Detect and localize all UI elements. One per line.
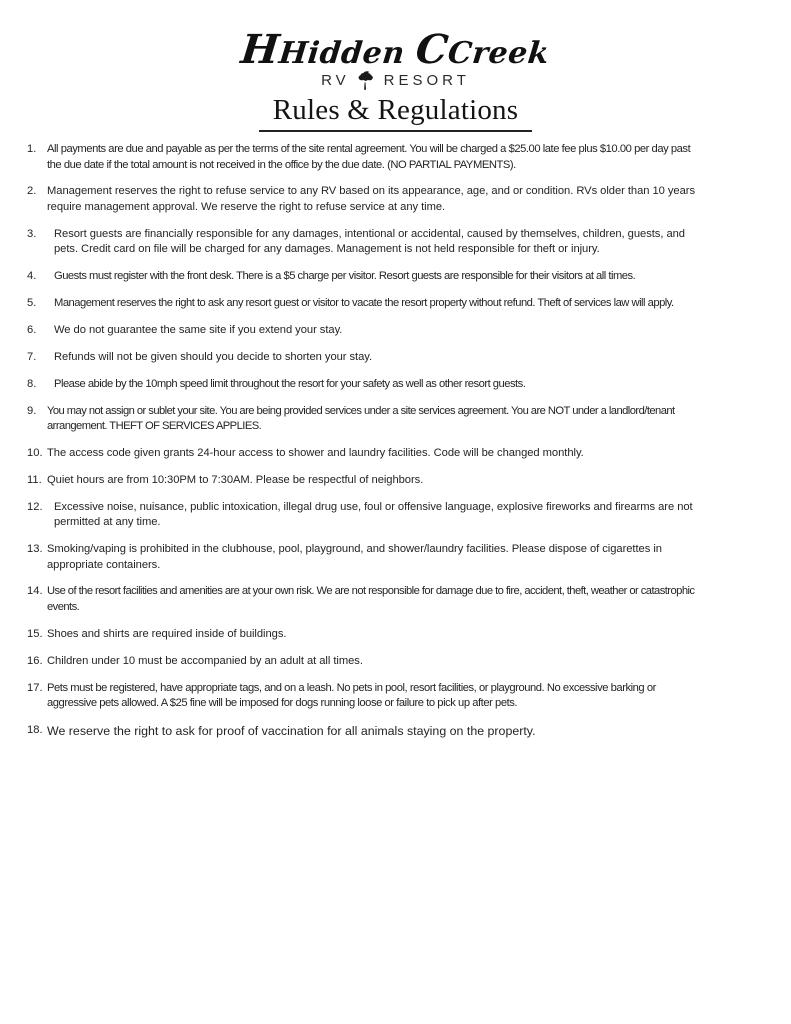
rule-text: Use of the resort facilities and amenities are at your own risk. We are not responsible for damage due to fire, accident, theft, weather or catastrophic events. bbox=[47, 585, 695, 614]
rule-item-2 bbox=[27, 184, 703, 215]
rule-item-18 bbox=[27, 723, 703, 741]
rule-item-6 bbox=[27, 323, 703, 339]
rule-item-11 bbox=[27, 473, 703, 489]
rule-item-16 bbox=[27, 654, 703, 670]
rule-number: 8. bbox=[27, 377, 37, 390]
rule-item-15 bbox=[27, 627, 703, 643]
rule-number: 9. bbox=[27, 404, 37, 417]
rule-number: 11. bbox=[27, 473, 42, 486]
rule-number: 16. bbox=[27, 654, 43, 667]
logo-resort-label: RESORT bbox=[383, 71, 470, 89]
rule-number: 7. bbox=[27, 350, 37, 363]
rule-number: 2. bbox=[27, 185, 37, 198]
rule-number: 15. bbox=[27, 627, 43, 640]
rule-text: Resort guests are financially responsible for any damages, intentional or accidental, caused by themselves, children, guests, and pets. Credit card on file will be charged for any damages. Management is not held responsible for theft or injury. bbox=[54, 227, 685, 256]
rule-number: 10. bbox=[27, 446, 43, 459]
rule-item-8 bbox=[27, 377, 703, 393]
logo-script-first: Hidden bbox=[277, 36, 407, 71]
rule-number: 12. bbox=[27, 500, 43, 513]
rule-item-7 bbox=[27, 350, 703, 366]
rule-text: Guests must register with the front desk. There is a $5 charge per visitor. Resort guests are responsible for their visitors at all times. bbox=[54, 270, 636, 283]
resort-logo bbox=[239, 26, 552, 90]
rule-text: Management reserves the right to ask any resort guest or visitor to vacate the resort property without refund. Theft of services law will apply. bbox=[54, 296, 674, 309]
rule-text: We reserve the right to ask for proof of vaccination for all animals staying on the property. bbox=[47, 723, 536, 738]
rule-text: Refunds will not be given should you decide to shorten your stay. bbox=[54, 350, 373, 363]
rule-text: All payments are due and payable as per the terms of the site rental agreement. You will be charged a $25.00 late fee plus $10.00 per day past the due date if the total amount is not received in the office by the due date. (NO PARTIAL PAYMENTS). bbox=[47, 143, 691, 171]
rule-item-13 bbox=[27, 542, 703, 573]
page-title: Rules & Regulations bbox=[259, 94, 532, 132]
rule-number: 6. bbox=[27, 323, 37, 336]
rule-number: 17. bbox=[27, 681, 43, 694]
rule-text: Children under 10 must be accompanied by an adult at all times. bbox=[47, 654, 363, 667]
rule-item-1 bbox=[27, 142, 703, 173]
rule-text: Smoking/vaping is prohibited in the clubhouse, pool, playground, and shower/laundry facilities. Please dispose of cigarettes in appropriate containers. bbox=[47, 543, 662, 571]
rule-text: Please abide by the 10mph speed limit throughout the resort for your safety as well as other resort guests. bbox=[54, 377, 526, 390]
tree-icon bbox=[357, 70, 377, 90]
rule-item-3 bbox=[27, 227, 703, 258]
rule-text: Excessive noise, nuisance, public intoxication, illegal drug use, foul or offensive language, explosive fireworks and firearms are not permitted at any time. bbox=[54, 500, 693, 529]
rule-item-10 bbox=[27, 446, 703, 462]
rule-text: You may not assign or sublet your site. You are being provided services under a site services agreement. You are NOT under a landlord/tenant arrangement. THEFT OF SERVICES APPLIES. bbox=[47, 404, 675, 433]
rule-item-17 bbox=[27, 681, 703, 712]
rule-text: The access code given grants 24-hour access to shower and laundry facilities. Code will be changed monthly. bbox=[47, 446, 584, 459]
rule-text: Management reserves the right to refuse service to any RV based on its appearance, age, and or condition. RVs older than 10 years require management approval. We reserve the right to refuse service at any time. bbox=[47, 185, 695, 214]
rule-number: 3. bbox=[27, 227, 37, 240]
rule-item-9 bbox=[27, 404, 703, 435]
rule-text: Pets must be registered, have appropriate tags, and on a leash. No pets in pool, resort facilities, or playground. No excessive barking or aggressive pets allowed. A $25 fine will be imposed for dogs running loose or failure to pick up after pets. bbox=[47, 681, 656, 710]
rule-number: 4. bbox=[27, 270, 37, 283]
logo-subtitle bbox=[241, 70, 549, 90]
rule-number: 13. bbox=[27, 543, 43, 556]
rule-number: 18. bbox=[27, 723, 43, 736]
rule-item-4 bbox=[27, 269, 703, 285]
logo-script-second: Creek bbox=[446, 36, 552, 71]
rule-item-5 bbox=[27, 296, 703, 312]
document-header bbox=[0, 0, 791, 132]
rule-item-12 bbox=[27, 500, 703, 531]
rule-number: 14. bbox=[27, 585, 43, 598]
logo-script-text: HHidden CCreek bbox=[239, 26, 552, 73]
logo-rv-label: RV bbox=[321, 71, 350, 89]
rule-text: Quiet hours are from 10:30PM to 7:30AM. Please be respectful of neighbors. bbox=[47, 473, 424, 486]
rule-text: We do not guarantee the same site if you extend your stay. bbox=[54, 323, 343, 336]
rule-number: 5. bbox=[27, 296, 37, 309]
rule-item-14 bbox=[27, 584, 703, 615]
rules-list bbox=[27, 142, 703, 752]
rule-number: 1. bbox=[27, 143, 37, 155]
rule-text: Shoes and shirts are required inside of buildings. bbox=[47, 627, 287, 640]
